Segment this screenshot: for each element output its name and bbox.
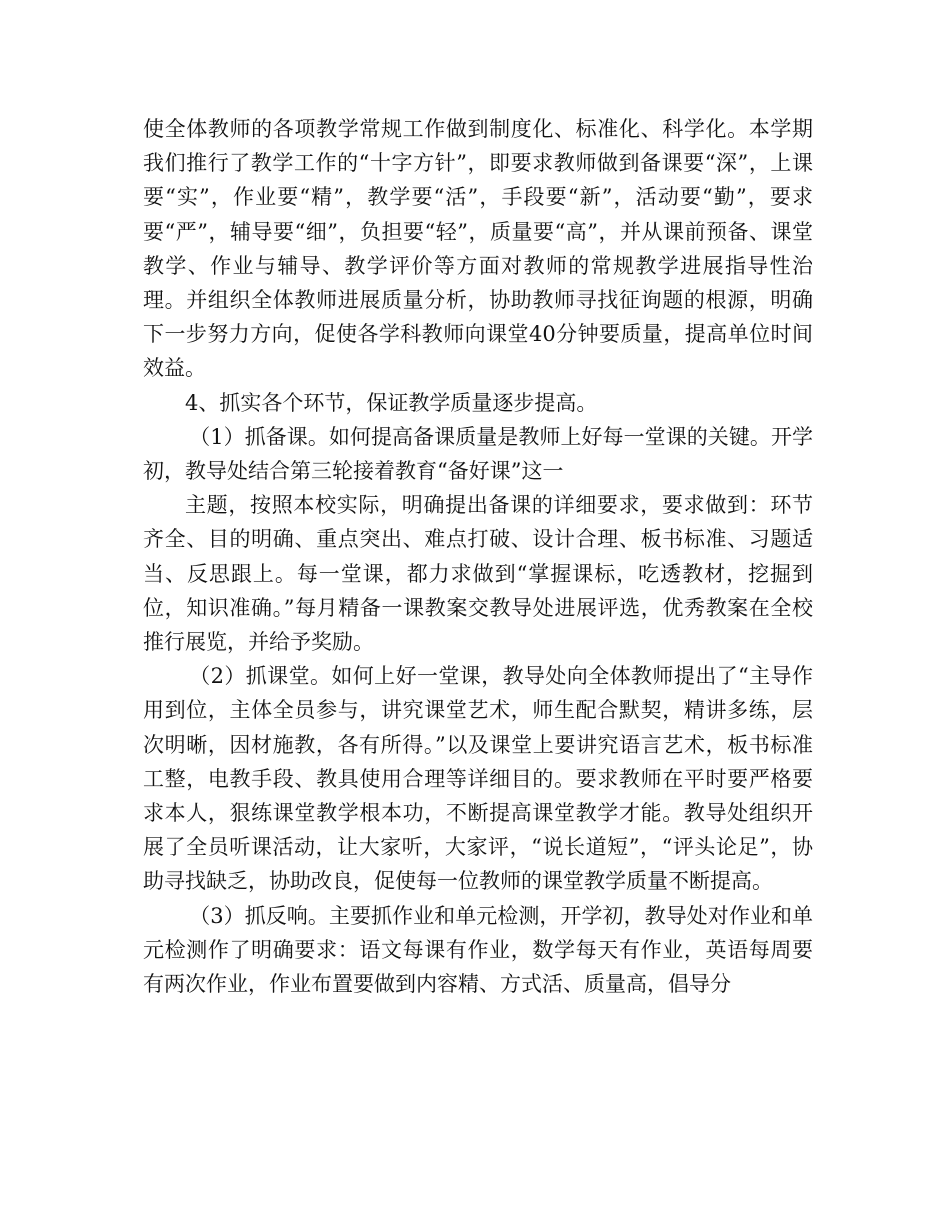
paragraph-feedback-homework: （3）抓反响。主要抓作业和单元检测，开学初，教导处对作业和单元检测作了明确要求：语文每课有作业，数学每天有作业，英语每周要有两次作业，作业布置要做到内容精、方式活、质量高，倡导分	[143, 903, 813, 997]
paragraph-lesson-preparation-continued: 主题，按照本校实际，明确提出备课的详细要求，要求做到：环节齐全、目的明确、重点突出、难点打破、设计合理、板书标准、习题适当、反思跟上。每一堂课，都力求做到“掌握课标，吃透教材，挖掘到位，知识准确。”每月精备一课教案交教导处进展评选，优秀教案在全校推行展览，并给予奖励。	[143, 493, 813, 655]
paragraph-lesson-preparation: （1）抓备课。如何提高备课质量是教师上好每一堂课的关键。开学初，教导处结合第三轮接着教育“备好课”这一	[143, 424, 813, 484]
paragraph-ten-character-policy: 使全体教师的各项教学常规工作做到制度化、标准化、科学化。本学期我们推行了教学工作的“十字方针”，即要求教师做到备课要“深”，上课要“实”，作业要“精”，教学要“活”，手段要“新”，活动要“勤”，要求要“严”，辅导要“细”，负担要“轻”，质量要“高”，并从课前预备、课堂教学、作业与辅导、教学评价等方面对教师的常规教学进展指导性治理。并组织全体教师进展质量分析，协助教师寻找征询题的根源，明确下一步努力方向，促使各学科教师向课堂40分钟要质量，提高单位时间效益。	[143, 117, 813, 381]
document-page	[143, 112, 813, 1001]
paragraph-classroom-teaching: （2）抓课堂。如何上好一堂课，教导处向全体教师提出了“主导作用到位，主体全员参与，讲究课堂艺术，师生配合默契，精讲多练，层次明晰，因材施教，各有所得。”以及课堂上要讲究语言艺术，板书标准工整，电教手段、教具使用合理等详细目的。要求教师在平时要严格要求本人，狠练课堂教学根本功，不断提高课堂教学才能。教导处组织开展了全员听课活动，让大家听，大家评，“说长道短”，“评头论足”，协助寻找缺乏，协助改良，促使每一位教师的课堂教学质量不断提高。	[143, 664, 813, 894]
paragraph-section-4-heading: 4、抓实各个环节，保证教学质量逐步提高。	[185, 390, 598, 415]
